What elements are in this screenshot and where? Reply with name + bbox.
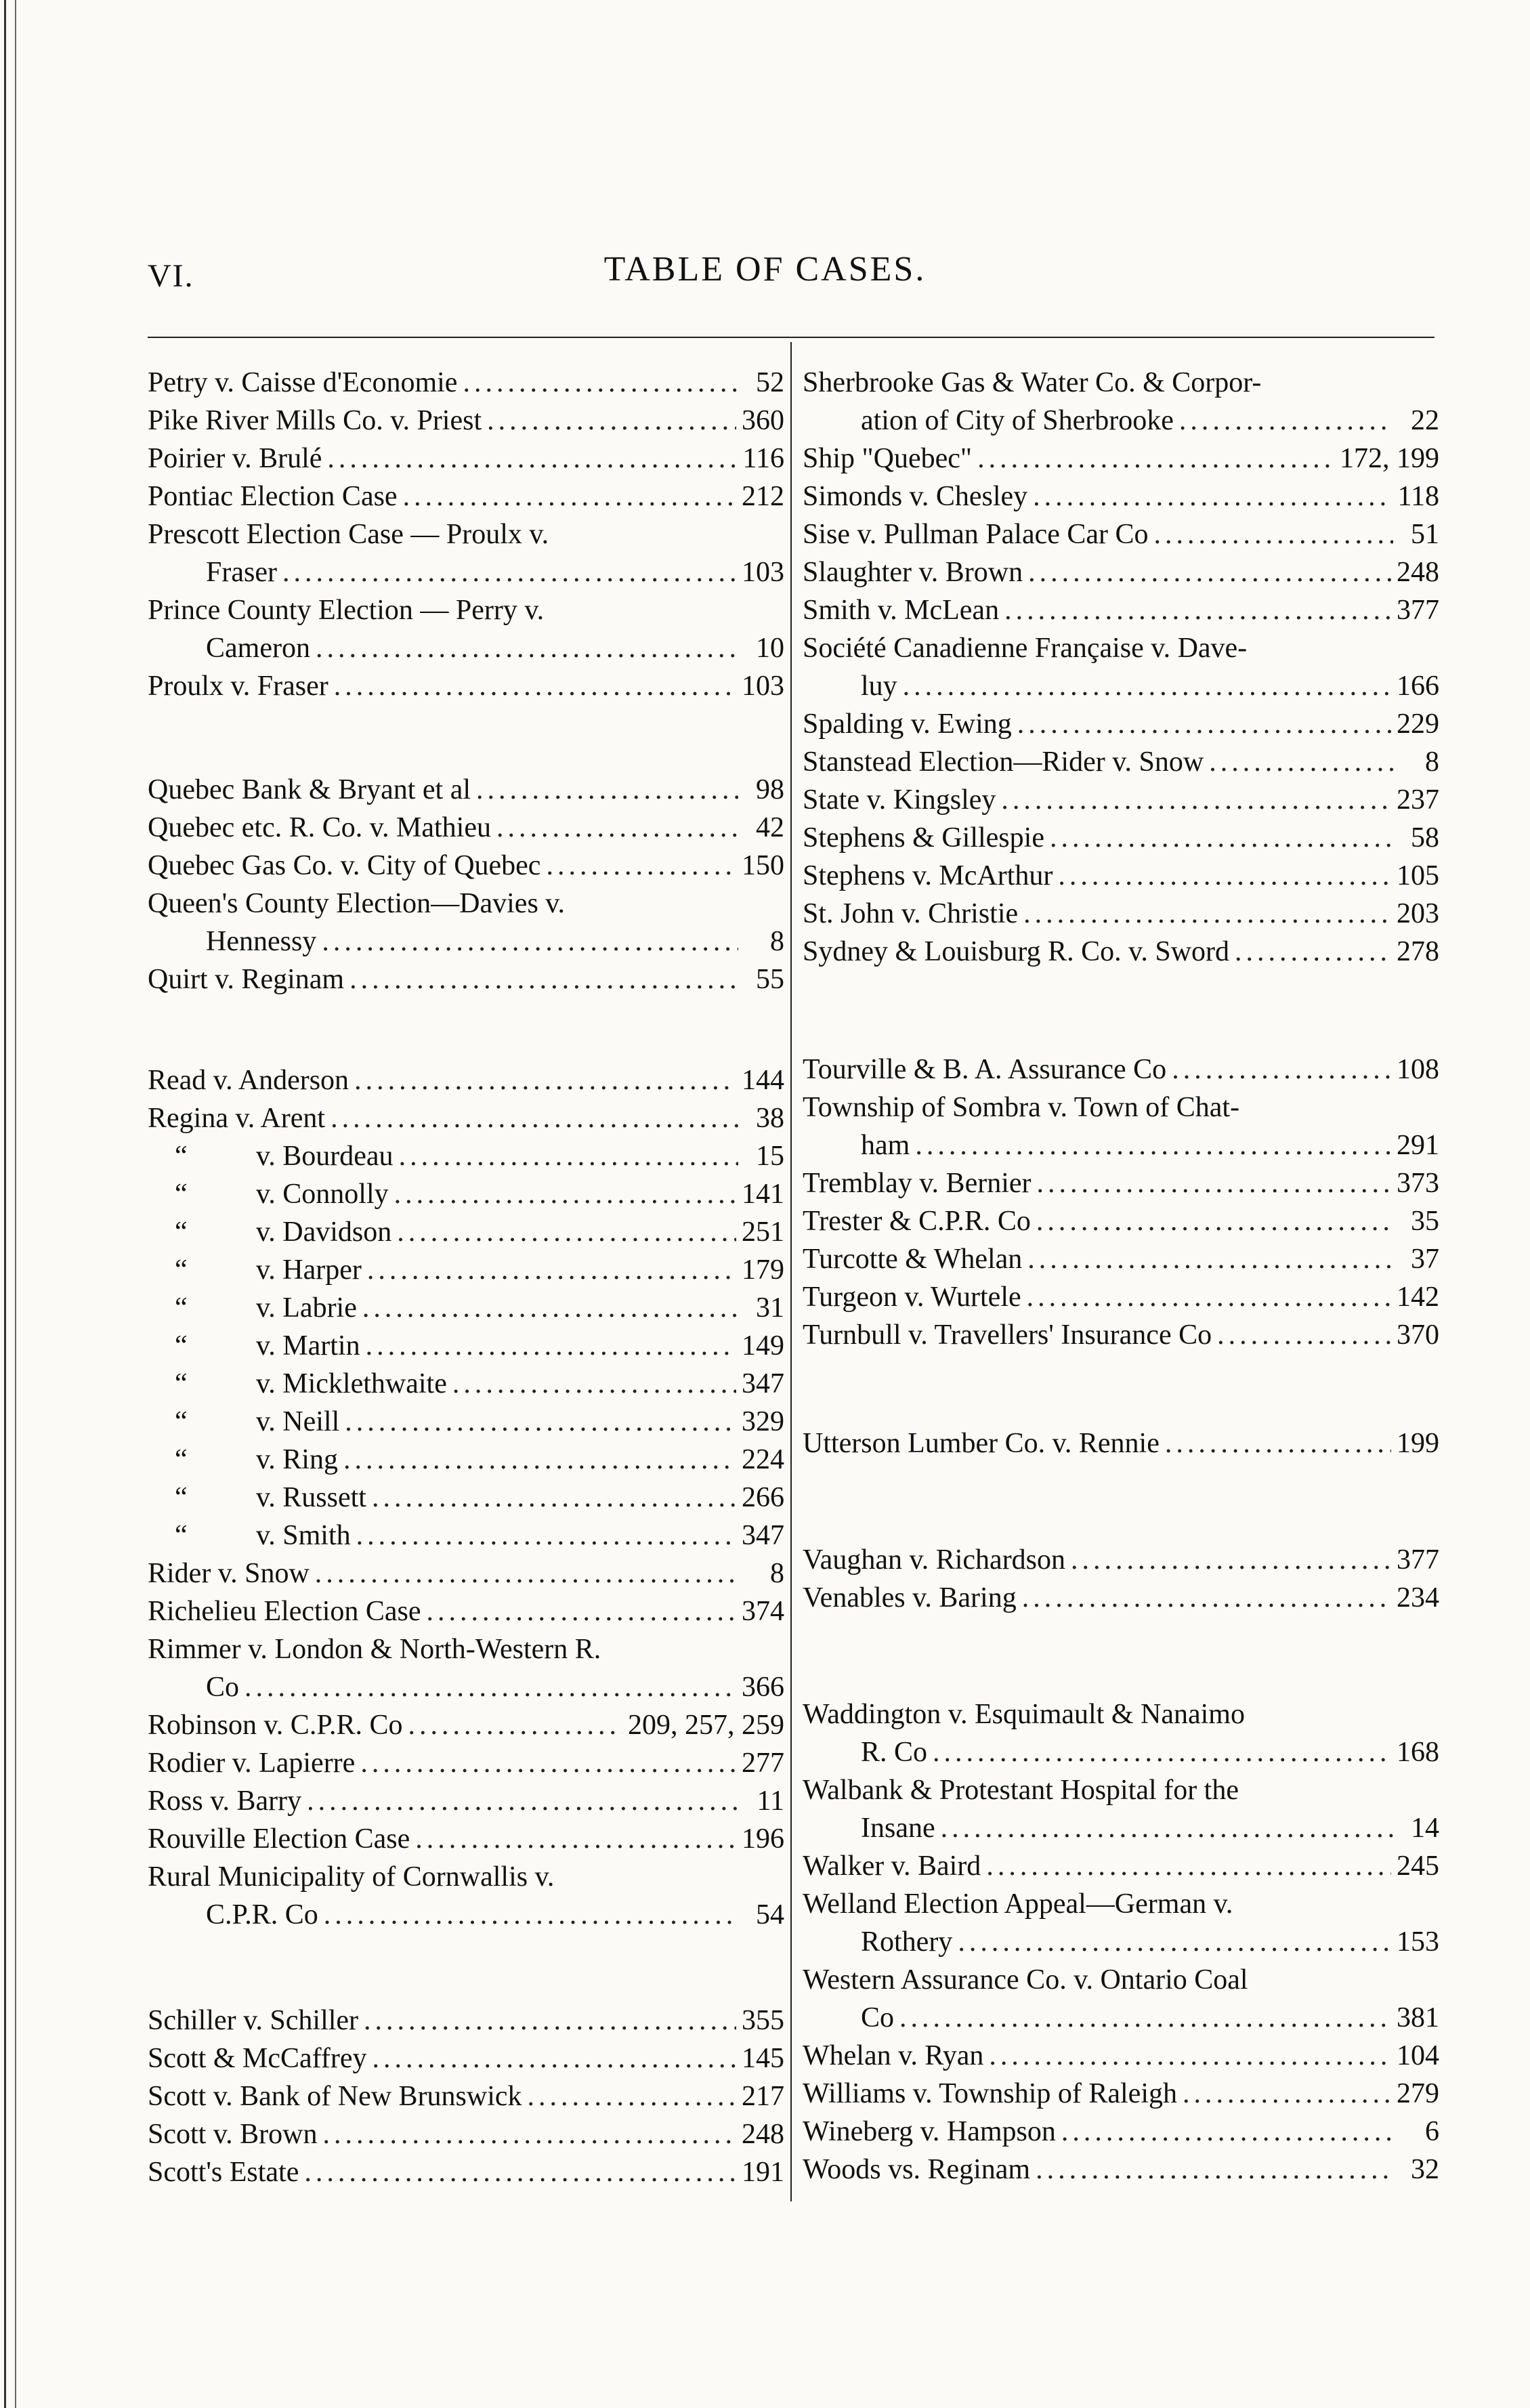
case-name: Scott & McCaffrey	[148, 2043, 367, 2074]
leader-dots	[1017, 705, 1391, 743]
case-name: Waddington v. Esquimault & Nanaimo	[803, 1699, 1245, 1730]
case-name: Hennessy	[206, 926, 317, 957]
case-entry	[803, 2151, 1439, 2189]
leader-dots	[1058, 857, 1391, 895]
case-name: Société Canadienne Française v. Dave-	[803, 633, 1248, 664]
leader-dots	[1036, 1202, 1393, 1240]
case-entry	[803, 629, 1439, 705]
case-name: Turnbull v. Travellers' Insurance Co	[803, 1319, 1212, 1351]
leader-dots	[1004, 591, 1391, 629]
page-reference: 141	[742, 1179, 784, 1210]
page-reference: 8	[770, 926, 784, 957]
page-reference: 266	[742, 1482, 784, 1513]
leader-dots	[1037, 1164, 1392, 1202]
case-name: Richelieu Election Case	[148, 1596, 421, 1627]
page-reference: 38	[756, 1103, 784, 1134]
case-entry	[803, 1541, 1439, 1579]
page-reference: 105	[1397, 860, 1439, 891]
page-reference: 108	[1397, 1054, 1439, 1085]
page-reference: 8	[1425, 746, 1439, 778]
page-reference: 245	[1397, 1851, 1439, 1882]
case-name: v. Labrie	[256, 1292, 357, 1324]
case-name: Slaughter v. Brown	[803, 557, 1023, 588]
ditto-mark: “	[175, 1330, 188, 1361]
leader-dots	[1172, 1051, 1391, 1089]
page-reference: 103	[742, 671, 784, 702]
leader-dots	[1217, 1316, 1391, 1354]
case-name: Western Assurance Co. v. Ontario Coal	[803, 1964, 1248, 1995]
page-reference: 11	[757, 1786, 784, 1817]
case-name: Insane	[861, 1813, 935, 1844]
page-reference: 37	[1411, 1244, 1439, 1275]
leader-dots	[1023, 895, 1391, 933]
case-name: luy	[861, 671, 897, 702]
case-entry	[803, 1278, 1439, 1316]
leader-dots	[1209, 743, 1393, 781]
case-name: ation of City of Sherbrooke	[861, 405, 1174, 436]
case-name: Rodier v. Lapierre	[148, 1748, 356, 1779]
case-name: State v. Kingsley	[803, 784, 996, 816]
case-name: Sherbrooke Gas & Water Co. & Corpor-	[803, 367, 1262, 398]
case-name: Schiller v. Schiller	[148, 2005, 359, 2036]
case-entry	[803, 478, 1439, 515]
page-reference: 179	[742, 1254, 784, 1286]
leader-dots	[1028, 553, 1391, 591]
page-reference: 144	[742, 1065, 784, 1096]
case-entry	[803, 933, 1439, 971]
page-reference: 229	[1397, 709, 1439, 740]
case-entry	[803, 591, 1439, 629]
page-reference: 10	[756, 633, 784, 664]
page-reference: 234	[1397, 1582, 1439, 1613]
case-name: C.P.R. Co	[206, 1899, 318, 1930]
case-name: Prince County Election — Perry v.	[148, 595, 545, 626]
page-reference: 347	[742, 1520, 784, 1551]
case-name: v. Martin	[256, 1330, 360, 1361]
case-name: R. Co	[861, 1737, 928, 1768]
case-name: Stephens & Gillespie	[803, 822, 1044, 853]
ditto-mark: “	[175, 1141, 188, 1172]
page-reference: 209, 257, 259	[628, 1710, 784, 1741]
page-reference: 103	[742, 557, 784, 588]
page-reference: 116	[742, 443, 784, 474]
page-reference: 54	[756, 1899, 784, 1930]
case-name: Simonds v. Chesley	[803, 481, 1028, 512]
case-name: Walker v. Baird	[803, 1851, 981, 1882]
page-reference: 381	[1397, 2002, 1439, 2033]
case-name: Sydney & Louisburg R. Co. v. Sword	[803, 936, 1230, 967]
page-reference: 347	[742, 1368, 784, 1399]
page-reference: 203	[1397, 898, 1439, 929]
case-name: Read v. Anderson	[148, 1065, 349, 1096]
case-name: Rothery	[861, 1926, 953, 1958]
case-entry	[803, 553, 1439, 591]
case-name: Spalding v. Ewing	[803, 709, 1012, 740]
page-reference: 51	[1411, 519, 1439, 550]
case-name: Welland Election Appeal—German v.	[803, 1888, 1233, 1920]
case-entry	[803, 1164, 1439, 1202]
leader-dots	[1050, 819, 1393, 857]
leader-dots	[958, 1923, 1391, 1961]
case-name: Walbank & Protestant Hospital for the	[803, 1775, 1239, 1806]
page-reference: 6	[1425, 2116, 1439, 2147]
case-name: Turcotte & Whelan	[803, 1244, 1023, 1275]
case-entry	[803, 1424, 1439, 1462]
case-entry	[803, 1051, 1439, 1089]
page-number: VI.	[148, 258, 194, 294]
case-name: Quirt v. Reginam	[148, 964, 345, 995]
page-reference: 32	[1411, 2154, 1439, 2185]
case-name: Trester & C.P.R. Co	[803, 1206, 1031, 1237]
page-title: TABLE OF CASES.	[603, 250, 927, 289]
page-reference: 149	[742, 1330, 784, 1361]
case-name: Robinson v. C.P.R. Co	[148, 1710, 403, 1741]
case-entry	[803, 1961, 1439, 2037]
case-name: Smith v. McLean	[803, 595, 1000, 626]
case-name: Ross v. Barry	[148, 1786, 302, 1817]
ditto-mark: “	[175, 1520, 188, 1551]
case-entry	[803, 1847, 1439, 1885]
case-name: Pontiac Election Case	[148, 481, 398, 512]
leader-dots	[1001, 781, 1391, 819]
case-name: Scott v. Bank of New Brunswick	[148, 2081, 522, 2112]
case-entry	[803, 781, 1439, 819]
leader-dots	[903, 667, 1391, 705]
case-name: Utterson Lumber Co. v. Rennie	[803, 1428, 1160, 1459]
case-entry	[803, 743, 1439, 781]
case-name: v. Harper	[256, 1254, 362, 1286]
case-name: v. Ring	[256, 1444, 338, 1475]
case-entry	[803, 515, 1439, 553]
page-reference: 366	[742, 1672, 784, 1703]
page-reference: 98	[756, 774, 784, 805]
page-reference: 355	[742, 2005, 784, 2036]
leader-dots	[1165, 1424, 1391, 1462]
case-name: Quebec Bank & Bryant et al	[148, 774, 471, 805]
case-name: Stephens v. McArthur	[803, 860, 1053, 891]
leader-dots	[941, 1809, 1393, 1847]
case-name: Woods vs. Reginam	[803, 2154, 1031, 2185]
case-name: Regina v. Arent	[148, 1103, 326, 1134]
page-reference: 142	[1397, 1282, 1439, 1313]
page-reference: 42	[756, 812, 784, 843]
leader-dots	[977, 440, 1334, 478]
case-entry	[803, 1579, 1439, 1617]
case-entry	[803, 1885, 1439, 1961]
case-name: Rouville Election Case	[148, 1823, 410, 1855]
page-reference: 58	[1411, 822, 1439, 853]
case-name: Rider v. Snow	[148, 1558, 310, 1589]
leader-dots	[1027, 1278, 1391, 1316]
page-reference: 251	[742, 1217, 784, 1248]
case-entry	[803, 440, 1439, 478]
page-reference: 329	[742, 1406, 784, 1437]
case-name: Petry v. Caisse d'Economie	[148, 367, 458, 398]
page-reference: 166	[1397, 671, 1439, 702]
ditto-mark: “	[175, 1368, 188, 1399]
leader-dots	[1022, 1579, 1391, 1617]
page-reference: 118	[1397, 481, 1439, 512]
page-reference: 224	[742, 1444, 784, 1475]
page-reference: 291	[1397, 1130, 1439, 1161]
ditto-mark: “	[175, 1482, 188, 1513]
ditto-mark: “	[175, 1406, 188, 1437]
page-reference: 168	[1397, 1737, 1439, 1768]
case-entry	[803, 1202, 1439, 1240]
case-entry	[803, 895, 1439, 933]
case-entry	[803, 819, 1439, 857]
page-reference: 172, 199	[1340, 443, 1439, 474]
case-name: Tremblay v. Bernier	[803, 1168, 1032, 1199]
leader-dots	[915, 1126, 1391, 1164]
case-name: Fraser	[206, 557, 277, 588]
case-entry	[803, 1089, 1439, 1164]
case-name: Wineberg v. Hampson	[803, 2116, 1056, 2147]
case-name: Prescott Election Case — Proulx v.	[148, 519, 549, 550]
case-name: Williams v. Township of Raleigh	[803, 2078, 1177, 2109]
case-name: v. Bourdeau	[256, 1141, 394, 1172]
case-name: Turgeon v. Wurtele	[803, 1282, 1021, 1313]
leader-dots	[1154, 515, 1393, 553]
page-reference: 374	[742, 1596, 784, 1627]
case-entry	[803, 2113, 1439, 2151]
case-name: Whelan v. Ryan	[803, 2040, 984, 2071]
page-reference: 248	[742, 2119, 784, 2150]
page-reference: 145	[742, 2043, 784, 2074]
page-reference: 31	[756, 1292, 784, 1324]
case-name: Quebec etc. R. Co. v. Mathieu	[148, 812, 491, 843]
case-entry	[803, 705, 1439, 743]
case-name: Tourville & B. A. Assurance Co	[803, 1054, 1167, 1085]
page-reference: 248	[1397, 557, 1439, 588]
page-reference: 199	[1397, 1428, 1439, 1459]
leader-dots	[1179, 402, 1393, 440]
case-name: Stanstead Election—Rider v. Snow	[803, 746, 1204, 778]
page-reference: 196	[742, 1823, 784, 1855]
case-name: Co	[861, 2002, 895, 2033]
leader-dots	[933, 1733, 1391, 1771]
case-name: v. Davidson	[256, 1217, 392, 1248]
page-reference: 35	[1411, 1206, 1439, 1237]
case-name: Sise v. Pullman Palace Car Co	[803, 519, 1149, 550]
leader-dots	[989, 2037, 1391, 2075]
page-reference: 104	[1397, 2040, 1439, 2071]
case-name: v. Connolly	[256, 1179, 389, 1210]
case-name: v. Smith	[256, 1520, 351, 1551]
page-reference: 277	[742, 1748, 784, 1779]
case-name: Cameron	[206, 633, 310, 664]
case-entry	[803, 1771, 1439, 1847]
case-name: Rimmer v. London & North-Western R.	[148, 1634, 601, 1665]
case-name: Ship "Quebec"	[803, 443, 973, 474]
page-reference: 191	[742, 2157, 784, 2188]
page-reference: 15	[756, 1141, 784, 1172]
page-reference: 278	[1397, 936, 1439, 967]
case-name: Scott's Estate	[148, 2157, 299, 2188]
leader-dots	[1183, 2075, 1391, 2113]
case-name: Rural Municipality of Cornwallis v.	[148, 1861, 555, 1893]
page-reference: 377	[1397, 595, 1439, 626]
case-entry	[803, 1695, 1439, 1771]
page-reference: 370	[1397, 1319, 1439, 1351]
leader-dots	[1033, 478, 1392, 515]
page-reference: 377	[1397, 1544, 1439, 1576]
ditto-mark: “	[175, 1444, 188, 1475]
ditto-mark: “	[175, 1254, 188, 1286]
case-name: Proulx v. Fraser	[148, 671, 328, 702]
page-reference: 237	[1397, 784, 1439, 816]
page-reference: 55	[756, 964, 784, 995]
case-name: Quebec Gas Co. v. City of Quebec	[148, 850, 541, 881]
case-name: v. Neill	[256, 1406, 340, 1437]
case-name: St. John v. Christie	[803, 898, 1019, 929]
case-name: Co	[206, 1672, 240, 1703]
case-entry	[803, 364, 1439, 440]
page-reference: 373	[1397, 1168, 1439, 1199]
case-name: Vaughan v. Richardson	[803, 1544, 1066, 1576]
case-entry	[803, 2075, 1439, 2113]
leader-dots	[1061, 2113, 1393, 2151]
leader-dots	[1071, 1541, 1391, 1579]
case-entry	[803, 1240, 1439, 1278]
case-entry	[803, 2037, 1439, 2075]
page-reference: 212	[742, 481, 784, 512]
page-reference: 279	[1397, 2078, 1439, 2109]
page-reference: 22	[1411, 405, 1439, 436]
leader-dots	[899, 1999, 1391, 2037]
leader-dots	[1235, 933, 1391, 971]
ditto-mark: “	[175, 1217, 188, 1248]
case-name: Scott v. Brown	[148, 2119, 318, 2150]
page-reference: 153	[1397, 1926, 1439, 1958]
page-reference: 52	[756, 367, 784, 398]
case-entry	[803, 1316, 1439, 1354]
ditto-mark: “	[175, 1292, 188, 1324]
page-reference: 217	[742, 2081, 784, 2112]
page-reference: 14	[1411, 1813, 1439, 1844]
case-name: v. Micklethwaite	[256, 1368, 447, 1399]
case-name: Poirier v. Brulé	[148, 443, 322, 474]
ditto-mark: “	[175, 1179, 188, 1210]
page-reference: 8	[770, 1558, 784, 1589]
case-entry	[803, 857, 1439, 895]
case-name: ham	[861, 1130, 910, 1161]
page-reference: 150	[742, 850, 784, 881]
case-name: Queen's County Election—Davies v.	[148, 888, 566, 919]
case-name: Township of Sombra v. Town of Chat-	[803, 1092, 1240, 1123]
leader-dots	[1027, 1240, 1393, 1278]
case-name: Pike River Mills Co. v. Priest	[148, 405, 482, 436]
page-reference: 360	[742, 405, 784, 436]
case-name: Venables v. Baring	[803, 1582, 1017, 1613]
leader-dots	[1036, 2151, 1393, 2189]
leader-dots	[986, 1847, 1391, 1885]
case-name: v. Russett	[256, 1482, 366, 1513]
